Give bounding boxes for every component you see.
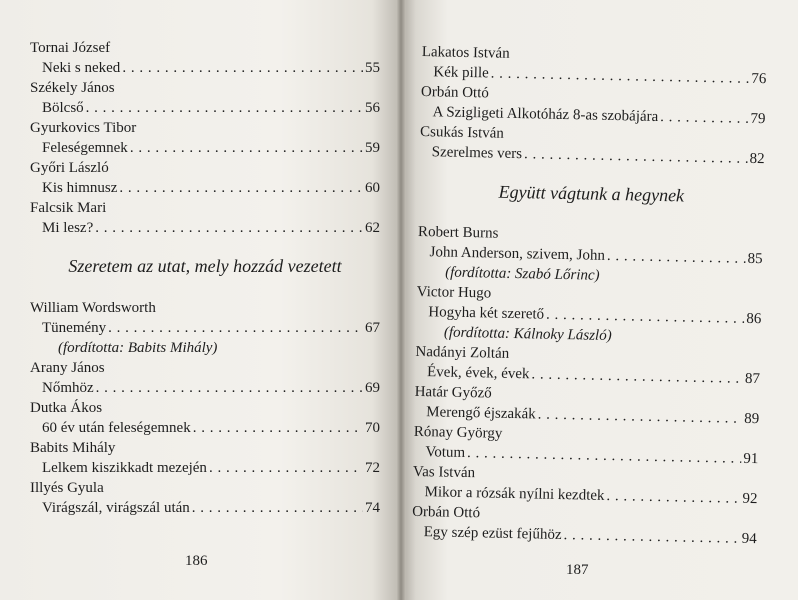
toc-author: William Wordsworth [30,300,156,316]
toc-group [30,398,380,438]
toc-title: Egy szép ezüst fejűhöz [423,524,562,544]
toc-group [416,282,762,349]
toc-author: Nadányi Zoltán [415,343,510,362]
toc-title: A Szigligeti Alkotóház 8-as szobájára [432,104,659,125]
toc-page: 62 [365,220,380,236]
toc-author: Vas István [412,463,476,482]
toc-author: Victor Hugo [416,283,492,302]
toc-page: 76 [751,70,767,88]
toc-group [417,222,763,289]
leader-dots [524,144,748,169]
toc-page: 86 [746,310,762,328]
toc-author: Babits Mihály [30,440,116,456]
toc-entry [30,138,380,158]
leader-dots [538,405,743,429]
toc-entry [30,458,380,478]
toc-title: Tünemény [42,320,107,336]
toc-page: 70 [365,420,380,436]
book-gutter [396,0,406,600]
toc-title: Évek, évek, évek [426,364,530,383]
toc-page: 79 [750,110,766,128]
toc-page: 85 [747,250,763,268]
toc-author: Illyés Gyula [30,480,104,496]
toc-author: Győri László [30,160,109,176]
toc-title: Lelkem kiszikkadt mezején [42,460,207,476]
toc-page: 91 [743,450,759,468]
toc-entry [30,98,380,118]
toc-page: 89 [744,410,760,428]
toc-entry [30,178,380,198]
leader-dots [607,246,746,269]
toc-group [30,358,380,398]
toc-title: Neki s neked [42,60,121,76]
leader-dots [563,525,740,549]
toc-title: Nőmhöz [42,380,94,396]
toc-title: Votum [425,444,466,461]
toc-title: Hogyha két szerető [428,304,545,323]
toc-group [30,38,380,78]
toc-group [30,78,380,118]
toc-author: Gyurkovics Tibor [30,120,137,136]
toc-entry [30,498,380,518]
leader-dots [86,98,363,118]
leader-dots [95,218,363,238]
toc-title: Mikor a rózsák nyílni kezdtek [424,484,605,504]
page-number: 187 [566,562,589,578]
toc-group [30,198,380,238]
toc-page: 67 [365,320,380,336]
toc-title: 60 év után feleségemnek [42,420,191,436]
leader-dots [122,58,363,78]
toc-group [419,122,765,169]
toc-title: Kis himnusz [42,180,118,196]
toc-entry [30,418,380,438]
toc-author: Orbán Ottó [411,503,481,522]
toc-entry [30,218,380,238]
right-page [400,0,798,600]
toc-author: Falcsik Mari [30,200,107,216]
toc-title: Mi lesz? [42,220,94,236]
toc-page: 94 [741,530,757,548]
toc-author: Lakatos István [421,43,510,62]
toc-translator: (fordította: Babits Mihály) [58,340,218,356]
toc-title: Kék pille [433,64,489,82]
toc-author: Székely János [30,80,115,96]
leader-dots [209,458,363,478]
section-title: Együtt vágtunk a hegynek [498,181,685,206]
toc-page: 56 [365,100,380,116]
leader-dots [193,418,363,438]
toc-translator: (fordította: Kálnoky László) [443,324,612,345]
toc-page: 55 [365,60,380,76]
leader-dots [192,498,363,518]
leader-dots [606,486,740,509]
toc-entry [30,58,380,78]
toc-entry [30,378,380,398]
toc-page: 69 [365,380,380,396]
toc-author: Robert Burns [417,223,499,242]
toc-author: Arany János [30,360,105,376]
toc-title: Bölcső [42,100,84,116]
toc-page: 60 [365,180,380,196]
toc-group [30,118,380,158]
toc-page: 72 [365,460,380,476]
toc-entry [30,318,380,338]
toc-author: Csukás István [419,123,505,142]
toc-title: Szerelmes vers [431,144,523,163]
toc-page: 87 [744,370,761,388]
page-number: 186 [185,553,208,569]
toc-author: Tornai József [30,40,111,56]
toc-group [30,298,380,358]
toc-author: Dutka Ákos [30,400,103,416]
toc-translator: (fordította: Szabó Lőrinc) [445,264,600,284]
leader-dots [96,378,363,398]
section-title: Szeretem az utat, mely hozzád vezetett [68,256,342,276]
toc-title: Feleségemnek [42,140,128,156]
leader-dots [108,318,363,338]
toc-group [30,158,380,198]
toc-page: 74 [365,500,380,516]
toc-page: 82 [749,150,765,168]
right-toc [412,42,767,549]
leader-dots [130,138,363,158]
left-toc [30,38,380,518]
toc-author: Rónay György [413,423,503,442]
toc-group [30,478,380,518]
leader-dots [660,107,749,129]
leader-dots [119,178,363,198]
toc-title: Virágszál, virágszál után [42,500,190,516]
toc-group [30,438,380,478]
toc-group [412,502,758,549]
toc-author: Orbán Ottó [420,83,490,102]
toc-title: Merengő éjszakák [426,404,536,423]
toc-author: Határ Győző [414,383,492,402]
toc-page: 59 [365,140,380,156]
toc-page: 92 [742,490,758,508]
toc-title: John Anderson, szivem, John [429,244,606,264]
